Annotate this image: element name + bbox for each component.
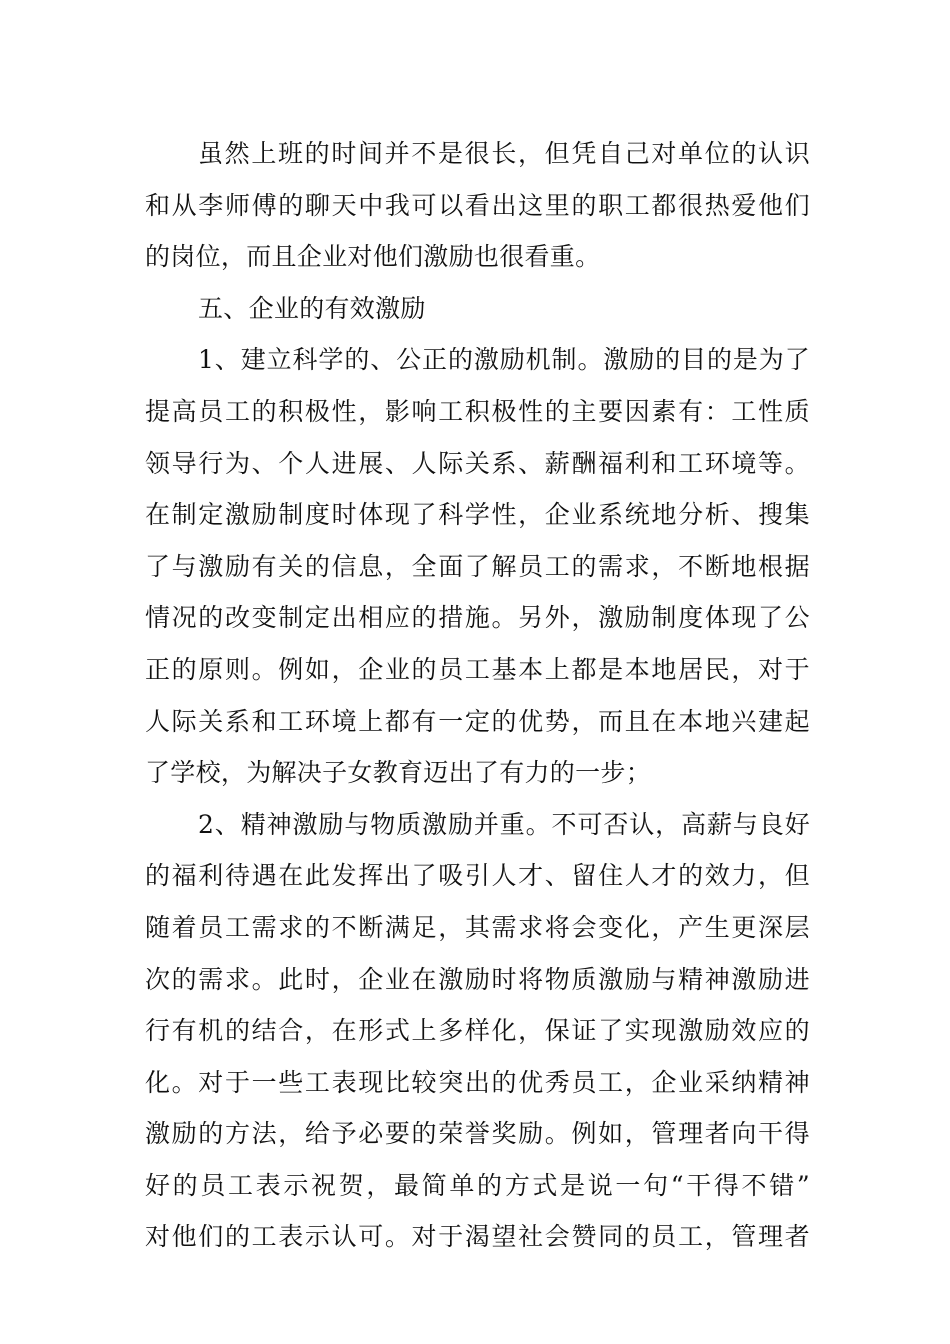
text-line: 好的员工表示祝贺，最简单的方式是说一句“干得不错” — [145, 1170, 810, 1200]
text-line: 正的原则。例如，企业的员工基本上都是本地居民，对于 — [145, 654, 810, 684]
text-line: 五、企业的有效激励 — [198, 293, 426, 323]
text-line: 和从李师傅的聊天中我可以看出这里的职工都很热爱他们 — [145, 190, 810, 220]
paragraph-p1 — [145, 128, 810, 283]
paragraph-p3 — [145, 334, 810, 798]
text-line: 情况的改变制定出相应的措施。另外，激励制度体现了公 — [145, 603, 810, 633]
document-body — [145, 128, 810, 1263]
text-line: 在制定激励制度时体现了科学性，企业系统地分析、搜集 — [145, 500, 810, 530]
text-line: 虽然上班的时间并不是很长，但凭自己对单位的认识 — [198, 139, 810, 168]
text-line: 激励的方法，给予必要的荣誉奖励。例如，管理者向干得 — [145, 1119, 810, 1149]
text-line: 了学校，为解决子女教育迈出了有力的一步； — [145, 758, 652, 788]
text-line: 的岗位，而且企业对他们激励也很看重。 — [145, 242, 601, 272]
text-line: 了与激励有关的信息，全面了解员工的需求，不断地根据 — [145, 551, 810, 581]
paragraph-p4 — [145, 799, 810, 1263]
text-line: 人际关系和工环境上都有一定的优势，而且在本地兴建起 — [145, 706, 810, 736]
text-line: 随着员工需求的不断满足，其需求将会变化，产生更深层 — [145, 912, 810, 942]
text-line: 领导行为、个人进展、人际关系、薪酬福利和工环境等。 — [145, 448, 810, 478]
text-line: 对他们的工表示认可。对于渴望社会赞同的员工，管理者 — [145, 1222, 810, 1252]
text-line: 行有机的结合，在形式上多样化，保证了实现激励效应的 — [145, 1016, 810, 1046]
text-line: 的福利待遇在此发挥出了吸引人才、留住人才的效力，但 — [145, 861, 810, 891]
text-line: 2、精神激励与物质激励并重。不可否认，高薪与良好 — [198, 809, 810, 839]
paragraph-p2 — [145, 283, 810, 335]
text-line: 化。对于一些工表现比较突出的优秀员工，企业采纳精神 — [145, 1067, 810, 1097]
text-line: 1、建立科学的、公正的激励机制。激励的目的是为了 — [198, 345, 810, 375]
text-line: 次的需求。此时，企业在激励时将物质激励与精神激励进 — [145, 964, 810, 994]
text-line: 提高员工的积极性，影响工积极性的主要因素有：工性质 — [145, 396, 810, 426]
